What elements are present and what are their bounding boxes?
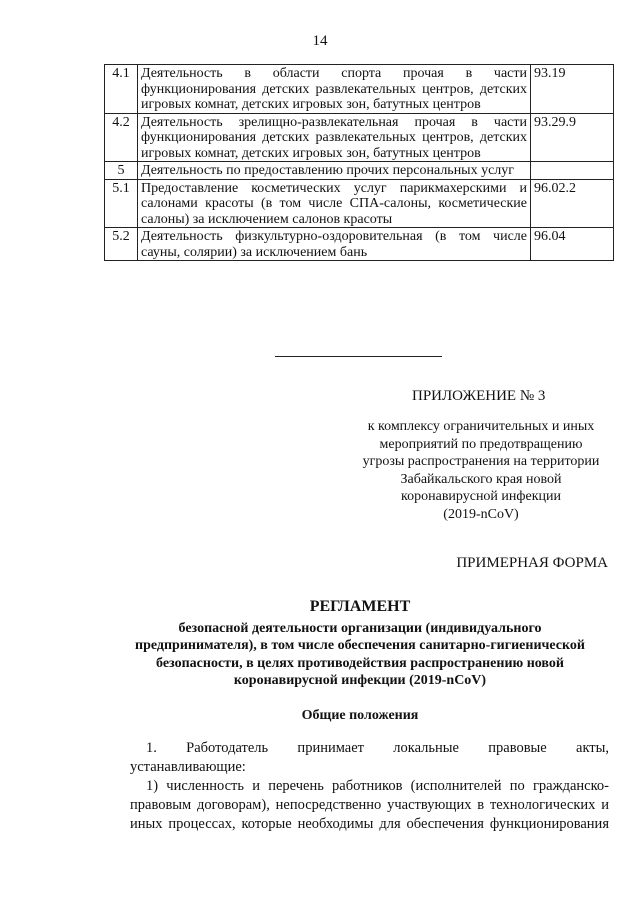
description-line: косметические салоны) за исключением салонов красоты	[141, 196, 527, 227]
appendix-line: к комплексу ограничительных и иных	[367, 419, 595, 434]
description-line: Деятельность по предоставлению прочих персональных	[141, 163, 478, 178]
activity-description	[138, 65, 531, 114]
okved-code: 93.29.9	[531, 113, 614, 162]
activity-description	[138, 228, 531, 261]
row-number: 4.2	[105, 113, 138, 162]
appendix-line: мероприятий по предотвращению	[379, 436, 583, 452]
form-label: ПРИМЕРНАЯ ФОРМА	[456, 555, 608, 571]
appendix-line: Забайкальского края новой	[400, 471, 562, 487]
appendix-line: (2019-nCoV)	[443, 506, 519, 522]
appendix-description	[350, 418, 612, 524]
description-line: центров	[432, 145, 481, 161]
paragraph-line: 1. Работодатель принимает локальные правовые акты,	[146, 740, 609, 756]
description-line: детских игровых комнат, детских игровых зон, батутных	[141, 81, 527, 112]
document-title: РЕГЛАМЕНТ	[309, 598, 411, 615]
description-line: услуг	[481, 163, 515, 178]
okved-code: 96.02.2	[531, 179, 614, 228]
okved-code: 96.04	[531, 228, 614, 261]
description-line: сауны, солярии) за исключением бань	[141, 244, 368, 260]
table-row	[105, 228, 614, 261]
activity-description	[138, 162, 531, 180]
subtitle-line: безопасности, в целях противодействия распространению новой	[156, 655, 564, 671]
paragraph-line: иных процессах, которые необходимы для обеспечения функционирования	[130, 816, 609, 832]
section-title: Общие положения	[301, 708, 419, 723]
activity-description	[138, 179, 531, 228]
row-number: 5.1	[105, 179, 138, 228]
body-text	[130, 739, 609, 834]
table-row	[105, 113, 614, 162]
description-line: центров	[432, 97, 481, 112]
paragraph-line: устанавливающие:	[130, 759, 246, 775]
okved-code	[531, 162, 614, 180]
appendix-title: ПРИЛОЖЕНИЕ № 3	[412, 388, 546, 404]
description-line: салонами красоты (в том числе СПА-салоны,	[141, 196, 431, 211]
appendix-line: угрозы распространения на территории	[362, 454, 600, 470]
table-row	[105, 179, 614, 228]
description-line: Деятельность физкультурно-оздоровительная (в том числе	[141, 229, 527, 244]
okved-code: 93.19	[531, 65, 614, 114]
paragraph	[130, 739, 609, 777]
description-line: Предоставление косметических услуг парикмахерскими и	[141, 180, 527, 196]
appendix-line: коронавирусной инфекции	[401, 489, 561, 505]
subtitle-line: безопасной деятельности организации (индивидуального	[178, 621, 542, 636]
page-number: 14	[312, 33, 328, 49]
separator-line	[275, 356, 442, 357]
subtitle-line: коронавирусной инфекции (2019-nCoV)	[233, 673, 487, 689]
table-row	[105, 65, 614, 114]
paragraph	[130, 777, 609, 834]
activities-table	[104, 64, 614, 261]
description-line: Деятельность в области спорта прочая в части	[141, 66, 527, 81]
paragraph-line: правовым договорам), непосредственно участвующих в технологических и	[130, 797, 609, 813]
document-subtitle	[120, 620, 600, 690]
row-number: 5.2	[105, 228, 138, 261]
description-line: детских игровых комнат, детских игровых зон, батутных	[141, 130, 527, 161]
table-row	[105, 162, 614, 180]
subtitle-line: предпринимателя), в том числе обеспечения санитарно-гигиенической	[135, 638, 585, 654]
paragraph-line: 1) численность и перечень работников (исполнителей по гражданско-	[146, 778, 609, 794]
row-number: 5	[105, 162, 138, 180]
description-line: Деятельность зрелищно-развлекательная прочая в части	[141, 114, 527, 130]
activity-description	[138, 113, 531, 162]
description-line: функционирования детских развлекательных центров,	[141, 81, 474, 97]
description-line: функционирования детских развлекательных центров,	[141, 130, 474, 145]
row-number: 4.1	[105, 65, 138, 114]
